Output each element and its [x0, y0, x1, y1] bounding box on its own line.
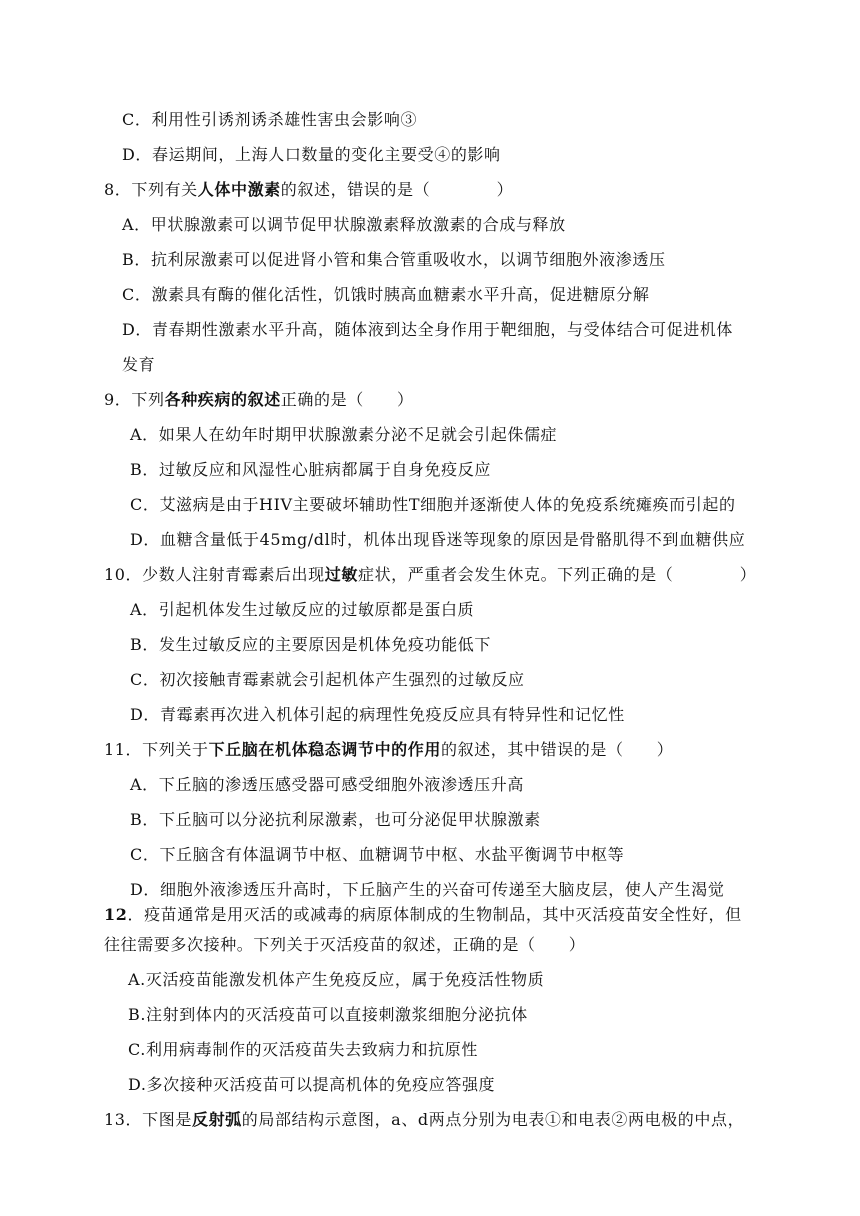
q10-option-c: C．初次接触青霉素就会引起机体产生强烈的过敏反应	[130, 670, 525, 689]
q12-option-d: D.多次接种灭活疫苗可以提高机体的免疫应答强度	[128, 1075, 496, 1094]
question-8: 8．下列有关人体中激素的叙述，错误的是（ ）	[104, 180, 514, 199]
q7-option-d: D．春运期间，上海人口数量的变化主要受④的影响	[122, 145, 501, 164]
q11-option-c: C．下丘脑含有体温调节中枢、血糖调节中枢、水盐平衡调节中枢等	[130, 845, 625, 864]
q11-option-d: D．细胞外液渗透压升高时，下丘脑产生的兴奋可传递至大脑皮层，使人产生渴觉	[130, 880, 725, 899]
q10-option-a: A．引起机体发生过敏反应的过敏原都是蛋白质	[130, 600, 475, 619]
question-13: 13．下图是反射弧的局部结构示意图，a、d两点分别为电表①和电表②两电极的中点，	[104, 1110, 745, 1129]
question-11: 11．下列关于下丘脑在机体稳态调节中的作用的叙述，其中错误的是（ ）	[104, 740, 674, 759]
question-9: 9．下列各种疾病的叙述正确的是（ ）	[104, 390, 414, 409]
q12-option-c: C.利用病毒制作的灭活疫苗失去致病力和抗原性	[128, 1040, 478, 1059]
q9-option-c: C．艾滋病是由于HIV主要破坏辅助性T细胞并逐渐使人体的免疫系统瘫痪而引起的	[130, 495, 736, 514]
q11-option-b: B．下丘脑可以分泌抗利尿激素，也可分泌促甲状腺激素	[130, 810, 541, 829]
question-12-continued: 往往需要多次接种。下列关于灭活疫苗的叙述，正确的是（ ）	[104, 935, 586, 954]
q10-option-b: B．发生过敏反应的主要原因是机体免疫功能低下	[130, 635, 491, 654]
q11-option-a: A．下丘脑的渗透压感受器可感受细胞外液渗透压升高	[130, 775, 524, 794]
q8-option-c: C．激素具有酶的催化活性，饥饿时胰高血糖素水平升高，促进糖原分解	[122, 285, 650, 304]
q8-option-a: A．甲状腺激素可以调节促甲状腺激素释放激素的合成与释放	[122, 215, 566, 234]
question-10: 10．少数人注射青霉素后出现过敏症状，严重者会发生休克。下列正确的是（ ）	[104, 565, 757, 584]
q8-option-d: D．青春期性激素水平升高，随体液到达全身作用于靶细胞，与受体结合可促进机体	[122, 320, 734, 339]
question-12: 12．疫苗通常是用灭活的或减毒的病原体制成的生物制品，其中灭活疫苗安全性好，但	[104, 905, 742, 924]
q9-option-b: B．过敏反应和风湿性心脏病都属于自身免疫反应	[130, 460, 491, 479]
q8-option-b: B．抗利尿激素可以促进肾小管和集合管重吸收水，以调节细胞外液渗透压	[122, 250, 666, 269]
q10-option-d: D．青霉素再次进入机体引起的病理性免疫反应具有特异性和记忆性	[130, 705, 625, 724]
q9-option-a: A．如果人在幼年时期甲状腺激素分泌不足就会引起侏儒症	[130, 425, 558, 444]
q9-option-d: D．血糖含量低于45mg/dl时，机体出现昏迷等现象的原因是骨骼肌得不到血糖供应	[130, 530, 746, 549]
q12-option-b: B.注射到体内的灭活疫苗可以直接刺激浆细胞分泌抗体	[128, 1005, 528, 1024]
q12-option-a: A.灭活疫苗能激发机体产生免疫反应，属于免疫活性物质	[128, 970, 545, 989]
q7-option-c: C．利用性引诱剂诱杀雄性害虫会影响③	[122, 110, 418, 129]
q8-option-d-continued: 发育	[122, 355, 156, 374]
